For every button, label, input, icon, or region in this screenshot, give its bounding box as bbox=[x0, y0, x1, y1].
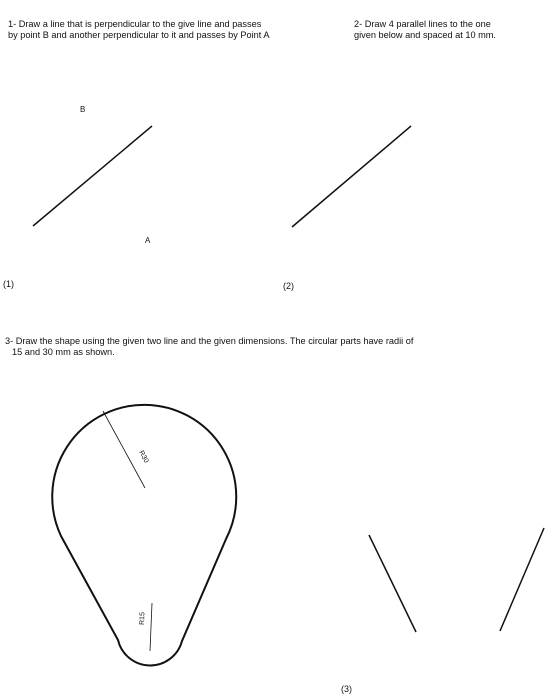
problem-3-instruction-line-2: 15 and 30 mm as shown. bbox=[12, 347, 115, 357]
problem-1-instruction-line-2: by point B and another perpendicular to it and passes by Point A bbox=[8, 30, 270, 40]
problem-2-instruction-line-1: 2- Draw 4 parallel lines to the one bbox=[354, 19, 491, 29]
problem-1-caption: (1) bbox=[3, 279, 14, 289]
problem-2-caption: (2) bbox=[283, 281, 294, 291]
point-a-label: A bbox=[145, 236, 151, 245]
problem-3-caption: (3) bbox=[341, 684, 352, 694]
problem-3-given-line-right bbox=[500, 528, 544, 631]
problem-3-teardrop-shape bbox=[52, 405, 236, 666]
radius-15-dimension-line bbox=[150, 603, 152, 651]
point-b-label: B bbox=[80, 105, 86, 114]
radius-30-dimension-line bbox=[103, 411, 145, 488]
problem-2-instruction-line-2: given below and spaced at 10 mm. bbox=[354, 30, 496, 40]
radius-30-label: R30 bbox=[137, 449, 150, 465]
radius-15-label: R15 bbox=[139, 611, 147, 626]
problem-1-instruction-line-1: 1- Draw a line that is perpendicular to the give line and passes bbox=[8, 19, 262, 29]
problem-1-given-line bbox=[33, 126, 152, 226]
problem-2-given-line bbox=[292, 126, 411, 227]
problem-3-instruction-line-1: 3- Draw the shape using the given two line and the given dimensions. The circular parts have radii of bbox=[5, 336, 414, 346]
problem-3-given-line-left bbox=[369, 535, 416, 632]
